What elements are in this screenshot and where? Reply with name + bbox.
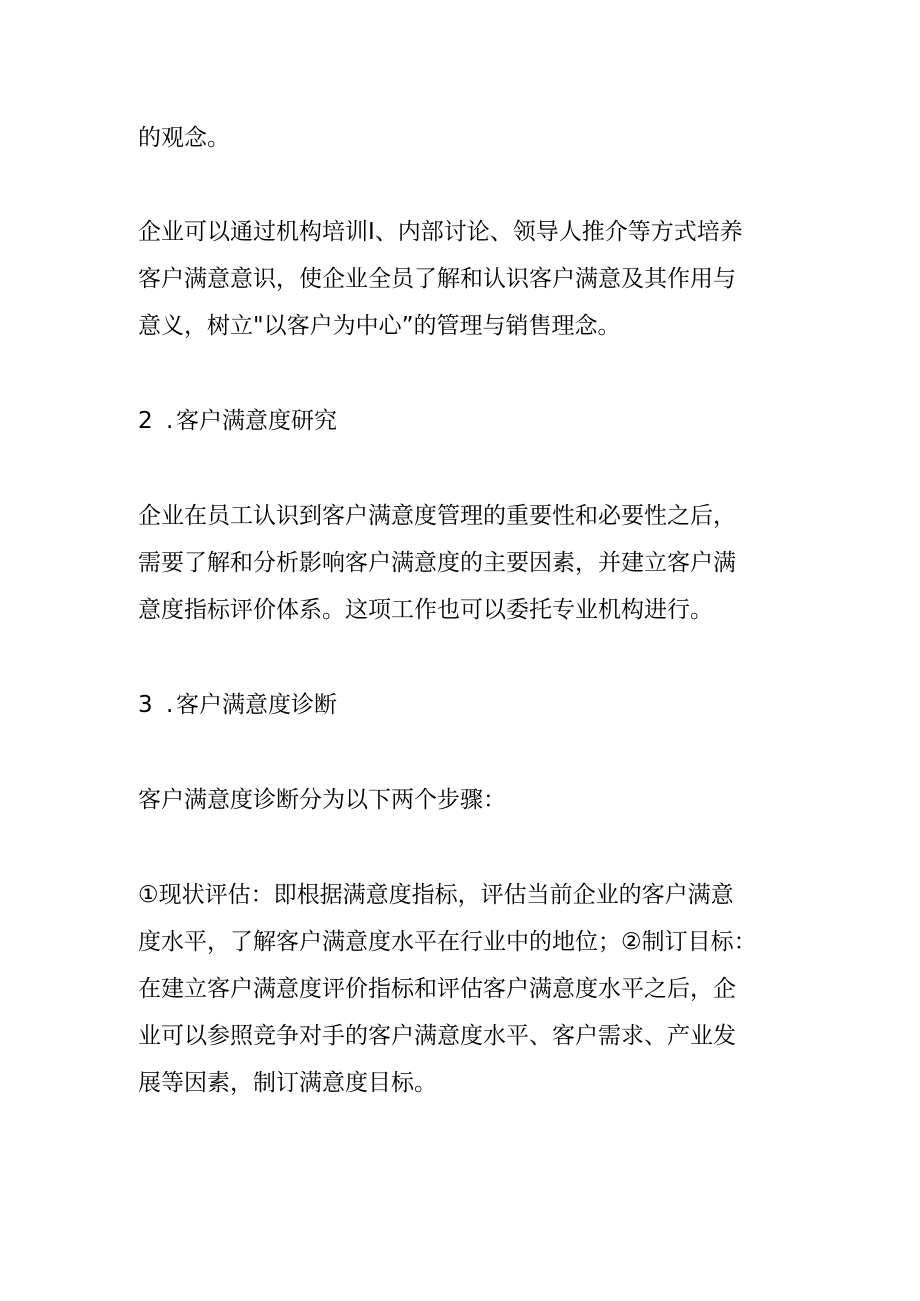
text-line: 展等因素，制订满意度目标。	[138, 1070, 437, 1096]
paragraph-steps	[138, 872, 798, 1107]
text-line: 意度指标评价体系。这项工作也可以委托专业机构进行。	[138, 597, 713, 623]
text-line: 客户满意度诊断分为以下两个步骤：	[138, 787, 506, 813]
text-line: 度水平，了解客户满意度水平在行业中的地位；②制订目标：	[138, 929, 757, 955]
text-line: ①现状评估：即根据满意度指标，评估当前企业的客户满意	[138, 882, 734, 908]
paragraph-steps-intro	[138, 777, 798, 824]
paragraph-training	[138, 209, 798, 350]
text-line: 意义，树立"以客户为中心”的管理与销售理念。	[138, 313, 621, 339]
text-line: 企业在员工认识到客户满意度管理的重要性和必要性之后，	[138, 503, 736, 529]
text-line: 业可以参照竞争对手的客户满意度水平、客户需求、产业发	[138, 1023, 736, 1049]
heading-dot: .	[166, 692, 174, 718]
heading-text: 客户满意度研究	[176, 408, 337, 434]
text-line: 在建立客户满意度评价指标和评估客户满意度水平之后，企	[138, 976, 736, 1002]
text-line: 企业可以通过机构培训Ⅰ、内部讨论、领导人推介等方式培养	[138, 219, 743, 245]
heading-number: 3	[138, 692, 153, 718]
text-line: 需要了解和分析影响客户满意度的主要因素，并建立客户满	[138, 550, 736, 576]
text-line: 客户满意意识，使企业全员了解和认识客户满意及其作用与	[138, 266, 736, 292]
heading-line	[138, 682, 798, 729]
paragraph-research	[138, 493, 798, 634]
paragraph-intro	[138, 115, 798, 162]
heading-text: 客户满意度诊断	[176, 692, 337, 718]
heading-line	[138, 398, 798, 445]
heading-number: 2	[138, 408, 153, 434]
heading-dot: .	[166, 408, 174, 434]
section-heading-2	[138, 398, 798, 445]
text-line: 的观念。	[138, 125, 230, 151]
section-heading-3	[138, 682, 798, 729]
